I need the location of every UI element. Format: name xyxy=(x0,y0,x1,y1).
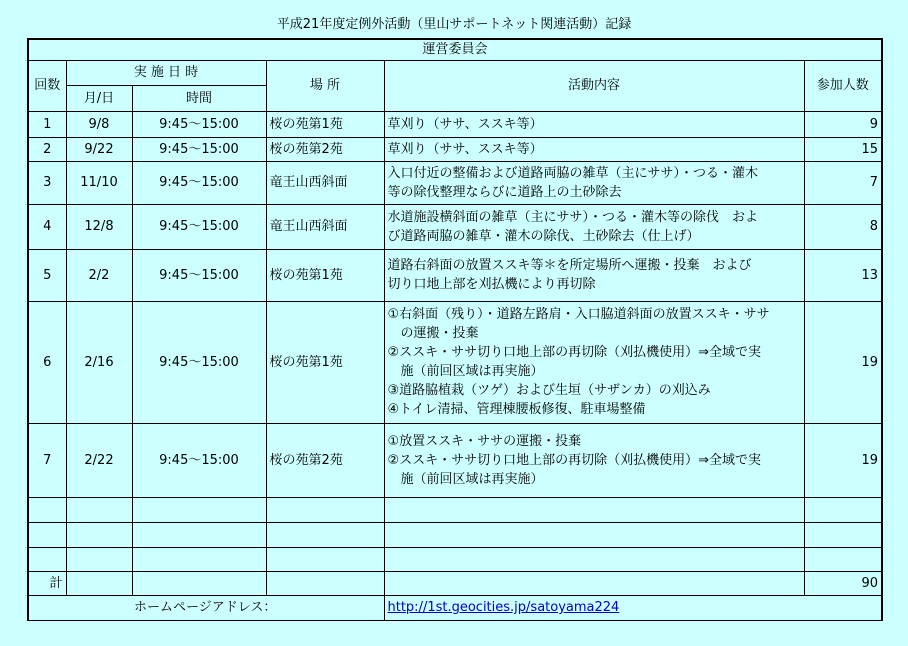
content-line: 切り口地上部を刈払機により再切除 xyxy=(387,277,596,292)
row-date: 2/2 xyxy=(66,249,132,301)
row-place: 竜王山西斜面 xyxy=(266,161,384,204)
row-place: 桜の苑第2苑 xyxy=(266,137,384,161)
row-time: 9:45～15:00 xyxy=(132,301,266,423)
table-row xyxy=(28,137,882,161)
content-line: の運搬・投棄 xyxy=(387,326,479,341)
table-row xyxy=(28,161,882,204)
homepage-link[interactable]: http://1st.geocities.jp/satoyama224 xyxy=(387,600,620,615)
content-line: 施（前回区域は再実施） xyxy=(387,471,544,487)
homepage-label: ホームページアドレス： xyxy=(28,595,384,620)
table-row xyxy=(28,423,882,497)
content-line: び道路両脇の雑草・灌木の除伐、土砂除去（仕上げ） xyxy=(387,228,700,244)
header-content: 活動内容 xyxy=(384,60,804,111)
row-content xyxy=(384,423,804,497)
content-line: 草刈り（ササ、ススキ等） xyxy=(387,116,543,132)
empty-row xyxy=(28,547,882,571)
row-participants: 19 xyxy=(804,301,882,423)
header-participants: 参加人数 xyxy=(804,60,882,111)
row-participants: 13 xyxy=(804,249,882,301)
row-participants: 15 xyxy=(804,137,882,161)
row-number: 4 xyxy=(28,204,66,249)
row-place: 桜の苑第2苑 xyxy=(266,423,384,497)
row-time: 9:45～15:00 xyxy=(132,204,266,249)
header-date-group: 実 施 日 時 xyxy=(66,60,266,85)
content-line: ②ススキ・ササ切り口地上部の再切除（刈払機使用）⇒全域で実 xyxy=(387,345,762,360)
row-place: 竜王山西斜面 xyxy=(266,204,384,249)
row-participants: 19 xyxy=(804,423,882,497)
row-content xyxy=(384,301,804,423)
row-number: 2 xyxy=(28,137,66,161)
row-participants: 9 xyxy=(804,111,882,137)
row-date: 9/8 xyxy=(66,111,132,137)
total-value: 90 xyxy=(804,571,882,595)
row-date: 9/22 xyxy=(66,137,132,161)
empty-row xyxy=(28,497,882,522)
row-place: 桜の苑第1苑 xyxy=(266,301,384,423)
content-line: 道路右斜面の放置ススキ等＊を所定場所へ運搬・投棄 および xyxy=(387,258,752,273)
total-row xyxy=(28,571,882,595)
table-row xyxy=(28,204,882,249)
content-line: 等の除伐整理ならびに道路上の土砂除去 xyxy=(387,184,622,200)
row-place: 桜の苑第1苑 xyxy=(266,249,384,301)
row-content xyxy=(384,204,804,249)
row-content xyxy=(384,161,804,204)
row-time: 9:45～15:00 xyxy=(132,423,266,497)
content-line: 草刈り（ササ、ススキ等） xyxy=(387,141,543,157)
header-place: 場 所 xyxy=(266,60,384,111)
row-time: 9:45～15:00 xyxy=(132,249,266,301)
row-number: 1 xyxy=(28,111,66,137)
committee-header: 運営委員会 xyxy=(28,39,882,60)
row-number: 5 xyxy=(28,249,66,301)
row-number: 3 xyxy=(28,161,66,204)
header-count: 回数 xyxy=(28,60,66,111)
header-month-day: 月/日 xyxy=(66,85,132,111)
content-line: ①放置ススキ・ササの運搬・投棄 xyxy=(387,433,582,449)
total-label: 計 xyxy=(28,571,66,595)
row-time: 9:45～15:00 xyxy=(132,111,266,137)
row-time: 9:45～15:00 xyxy=(132,161,266,204)
table-row xyxy=(28,301,882,423)
row-content xyxy=(384,249,804,301)
content-line: 水道施設横斜面の雑草（主にササ）・つる・灌木等の除伐 およ xyxy=(387,209,759,225)
row-participants: 8 xyxy=(804,204,882,249)
homepage-row xyxy=(28,595,882,620)
row-time: 9:45～15:00 xyxy=(132,137,266,161)
row-date: 2/16 xyxy=(66,301,132,423)
table-row xyxy=(28,249,882,301)
content-line: ②ススキ・ササ切り口地上部の再切除（刈払機使用）⇒全域で実 xyxy=(387,452,762,468)
activity-record-table xyxy=(27,38,883,621)
row-date: 12/8 xyxy=(66,204,132,249)
content-line: ③道路脇植栽（ツゲ）および生垣（サザンカ）の刈込み xyxy=(387,383,711,398)
empty-row xyxy=(28,522,882,547)
row-date: 2/22 xyxy=(66,423,132,497)
row-number: 6 xyxy=(28,301,66,423)
row-place: 桜の苑第1苑 xyxy=(266,111,384,137)
row-date: 11/10 xyxy=(66,161,132,204)
content-line: 入口付近の整備および道路両脇の雑草（主にササ）・つる・灌木 xyxy=(387,165,759,181)
page-title: 平成21年度定例外活動（里山サポートネット関連活動）記録 xyxy=(276,17,632,32)
row-content xyxy=(384,137,804,161)
row-content xyxy=(384,111,804,137)
content-line: ①右斜面（残り）・道路左路肩・入口脇道斜面の放置ススキ・ササ xyxy=(387,307,770,322)
table-row xyxy=(28,111,882,137)
row-number: 7 xyxy=(28,423,66,497)
content-line: 施（前回区域は再実施） xyxy=(387,364,544,379)
content-line: ④トイレ清掃、管理棟腰板修復、駐車場整備 xyxy=(387,402,646,417)
header-time: 時間 xyxy=(132,85,266,111)
row-participants: 7 xyxy=(804,161,882,204)
